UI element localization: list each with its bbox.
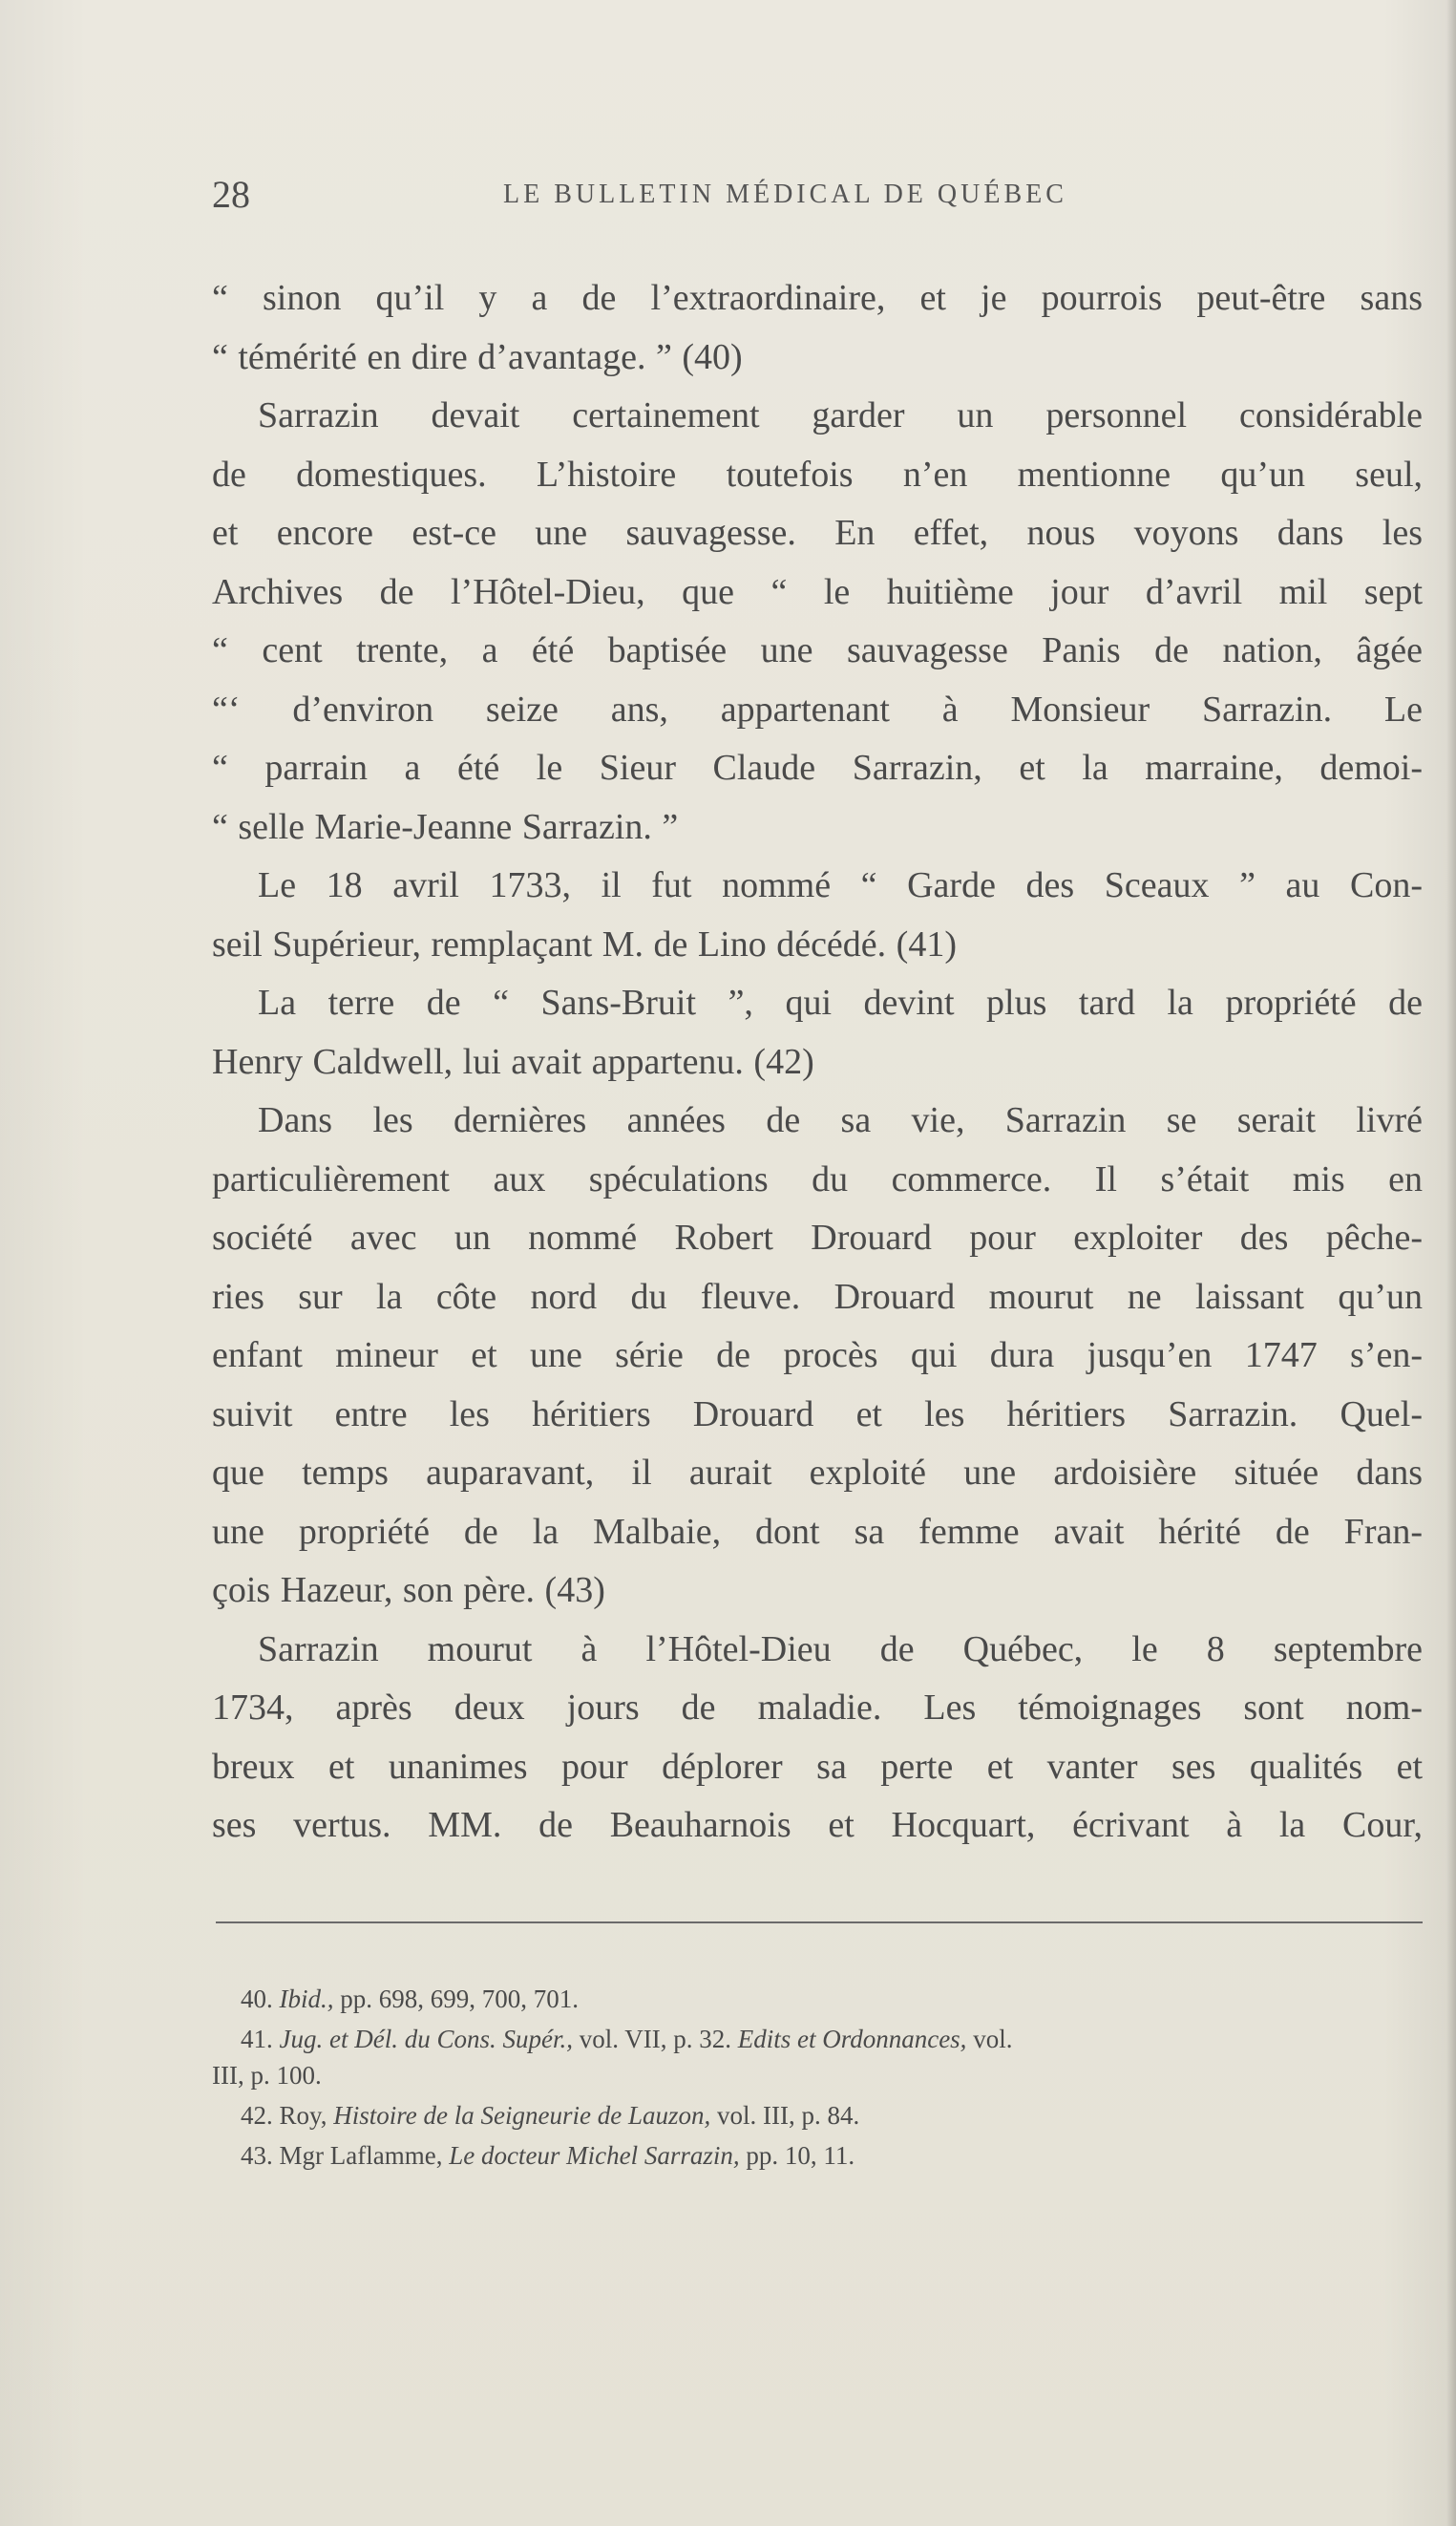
footnote-citation-italic: Jug. et Dél. du Cons. Supér., [279,2025,573,2053]
body-line: suivit entre les héritiers Drouard et les héritiers Sarrazin. Quel- [212,1393,1423,1434]
body-line: Sarrazin devait certainement garder un personnel considérable [258,395,1423,435]
body-line: particulièrement aux spéculations du commerce. Il s’était mis en [212,1158,1423,1199]
body-line: enfant mineur et une série de procès qui dura jusqu’en 1747 s’en- [212,1335,1423,1375]
body-line: Le 18 avril 1733, il fut nommé “ Garde des Sceaux ” au Con- [258,865,1423,905]
body-text [212,269,1423,1856]
body-line: que temps auparavant, il aurait exploité une ardoisière située dans [212,1453,1423,1493]
footnote-40 [212,1981,1423,2017]
body-line: Archives de l’Hôtel-Dieu, que “ le huitième jour d’avril mil sept [212,571,1423,612]
body-line: une propriété de la Malbaie, dont sa femme avait hérité de Fran- [212,1511,1423,1552]
footnote-41 [212,2021,1423,2057]
body-line: seil Supérieur, remplaçant M. de Lino décédé. (41) [212,923,957,965]
body-line: “ parrain a été le Sieur Claude Sarrazin, et la marraine, demoi- [212,748,1423,788]
body-line: Dans les dernières années de sa vie, Sarrazin se serait livré [258,1100,1423,1140]
footnote-number: 40. [241,1985,273,2013]
body-line: ries sur la côte nord du fleuve. Drouard mourut ne laissant qu’un [212,1276,1423,1317]
header-title: LE BULLETIN MÉDICAL DE QUÉBEC [503,180,1067,209]
body-line: et encore est-ce une sauvagesse. En effet, nous voyons dans les [212,513,1423,553]
footnote-citation-text: vol. VII, p. 32. [572,2025,738,2053]
body-line: “ cent trente, a été baptisée une sauvagesse Panis de nation, âgée [212,630,1423,670]
body-line: Henry Caldwell, lui avait appartenu. (42) [212,1041,814,1082]
body-line: breux et unanimes pour déplorer sa perte et vanter ses qualités et [212,1746,1423,1787]
body-line: “ sinon qu’il y a de l’extraordinaire, et je pourrois peut-être sans [212,278,1423,318]
footnote-author: Roy, [272,2101,334,2130]
running-header [212,172,1423,229]
body-line: ses vertus. MM. de Beauharnois et Hocquart, écrivant à la Cour, [212,1805,1423,1845]
footnotes [212,1981,1423,2174]
body-line: société avec un nommé Robert Drouard pour exploiter des pêche- [212,1218,1423,1258]
body-line: “‘ d’environ seize ans, appartenant à Monsieur Sarrazin. Le [212,689,1423,730]
footnote-citation-text: vol. III, p. 84. [710,2101,860,2130]
footnote-citation-italic: Histoire de la Seigneurie de Lauzon, [333,2101,711,2130]
body-line: de domestiques. L’histoire toutefois n’en mentionne qu’un seul, [212,454,1423,495]
body-line: çois Hazeur, son père. (43) [212,1570,605,1610]
footnote-citation-italic: Ibid., [279,1985,334,2013]
body-line: 1734, après deux jours de maladie. Les témoignages sont nom- [212,1688,1423,1728]
footnote-citation-text: pp. 698, 699, 700, 701. [333,1985,579,2013]
footnote-42 [212,2097,1423,2133]
body-line: “ témérité en dire d’avantage. ” (40) [212,336,743,377]
footnote-number: 42. [241,2101,273,2130]
footnote-41-continuation: III, p. 100. [212,2061,322,2090]
footnote-number: 43. [241,2141,273,2170]
footnote-separator-rule [216,1921,1423,1923]
footnote-author: Mgr Laflamme, [272,2141,450,2170]
page-number: 28 [212,173,250,216]
footnote-citation-italic: Le docteur Michel Sarrazin, [449,2141,740,2170]
page-edge-shadow [1446,0,1456,2526]
footnote-citation-text: pp. 10, 11. [739,2141,855,2170]
footnote-43 [212,2137,1423,2174]
footnote-number: 41. [241,2025,273,2053]
body-line: Sarrazin mourut à l’Hôtel-Dieu de Québec, le 8 septembre [258,1628,1423,1669]
body-line: La terre de “ Sans-Bruit ”, qui devint plus tard la propriété de [258,983,1423,1023]
footnote-citation-italic: Edits et Ordonnances, [737,2025,967,2053]
body-line: “ selle Marie-Jeanne Sarrazin. ” [212,806,679,847]
footnote-citation-text: vol. [966,2025,1013,2053]
